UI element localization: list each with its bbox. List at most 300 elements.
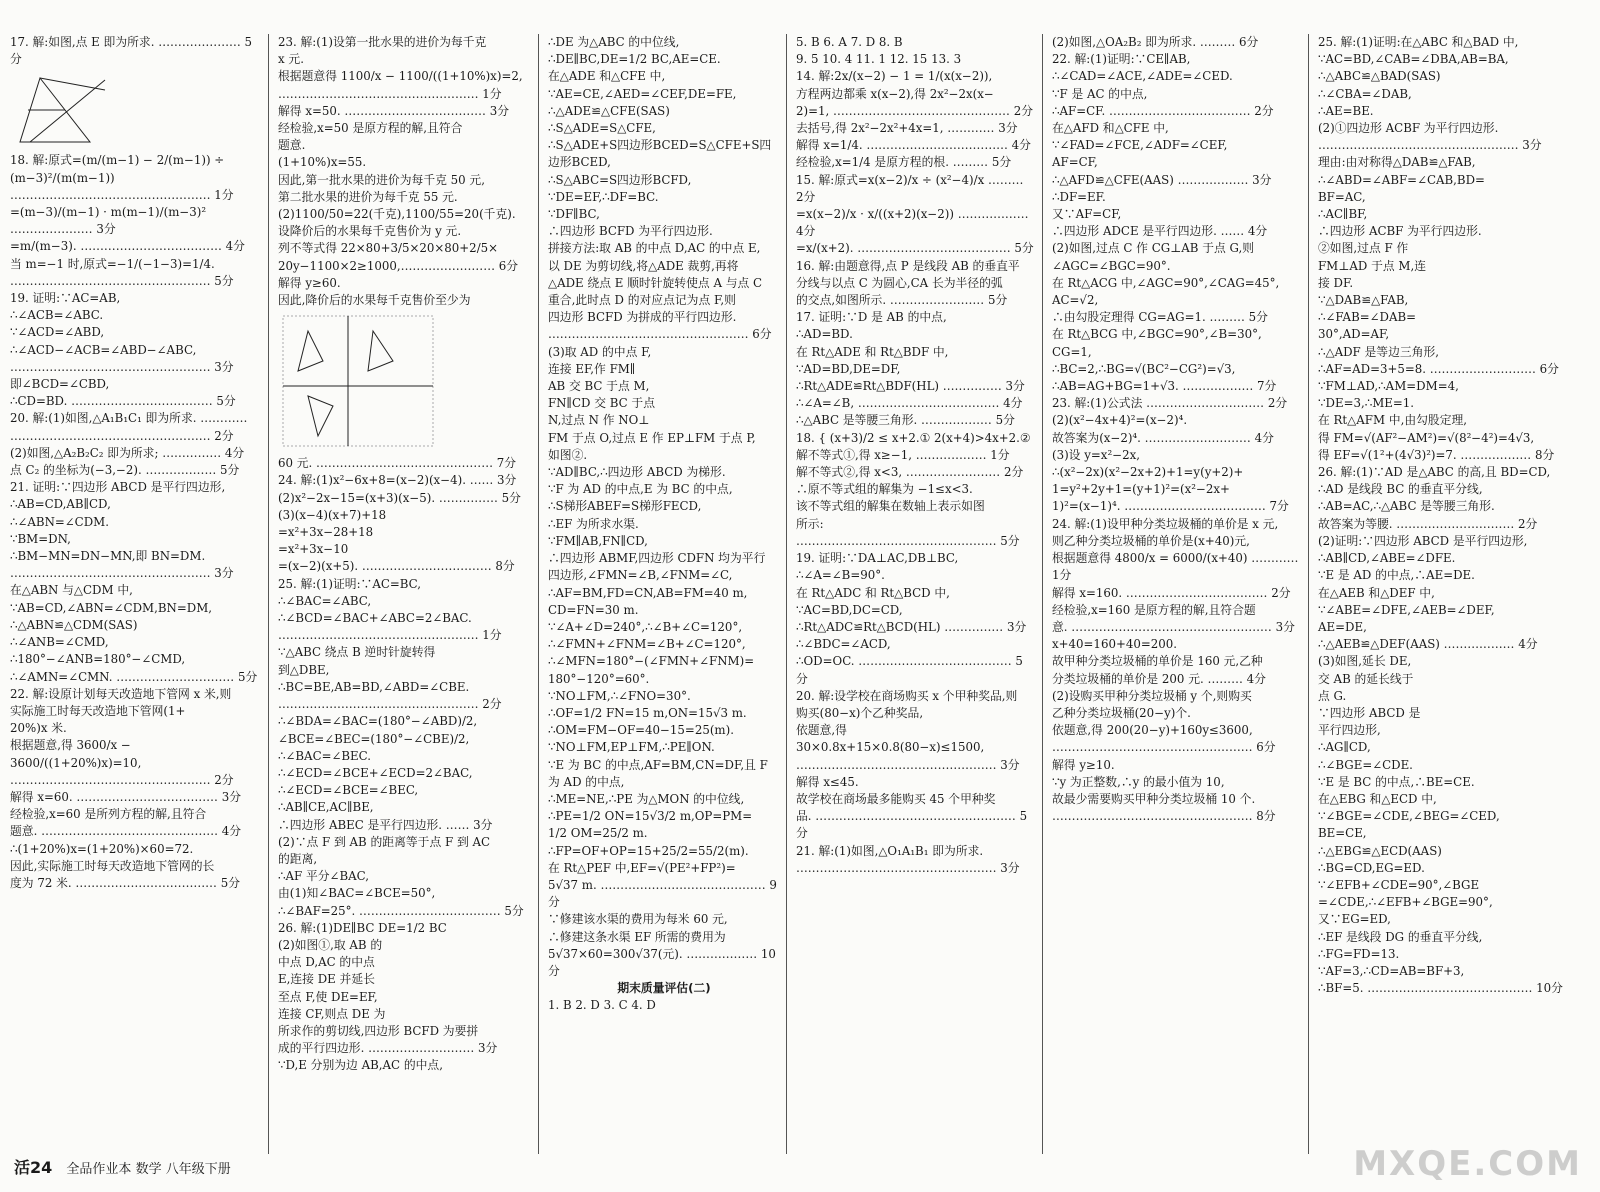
text-line: BF=AC, (1318, 189, 1366, 204)
text-line: 由(1)知∠BAC=∠BCE=50°, (278, 886, 436, 901)
text-line: ∴AG∥CD, (1318, 740, 1371, 755)
text-line: ∴∠FAB=∠DAB= (1318, 310, 1417, 325)
text-line: (2)1100/50=22(千克),1100/55=20(千克). (278, 207, 516, 222)
text-line: 经检验,x=1/4 是原方程的根. ……… 5分 (796, 155, 1012, 170)
text-line: ∴∠ECD=∠BCE=∠BEC, (278, 783, 419, 798)
text-line: ∵AE=CE,∠AED=∠CEF,DE=FE, (548, 86, 737, 101)
text-line: ∴∠ACB=∠ABC. (10, 308, 104, 323)
text-line: 解得 x≤45. (796, 774, 859, 789)
text-line: FM 于点 O,过点 E 作 EP⊥FM 于点 P, (548, 430, 756, 445)
watermark: MXQE.COM (1353, 1144, 1582, 1184)
text-line: 因此,降价后的水果每千克售价至少为 (278, 293, 471, 308)
text-line: ∴∠BAF=25°. ……………………………… 5分 (278, 903, 524, 918)
text-line: ∴∠ECD=∠BCE+∠ECD=2∠BAC, (278, 765, 473, 780)
text-line: ∵AC=BD,DC=CD, (796, 602, 903, 617)
text-line: ∴OM=FM−OF=40−15=25(m). (548, 723, 734, 738)
text-line: ∵E 是 BC 的中点,∴BE=CE. (1318, 774, 1475, 789)
text-line: 30×0.8x+15×0.8(80−x)≤1500, (796, 740, 985, 755)
text-line: 即∠BCD=∠CBD, (10, 377, 110, 392)
text-line: ∵AD=BD,DE=DF, (796, 361, 901, 376)
text-line: 在 Rt△BCG 中,∠BGC=90°,∠B=30°, (1052, 327, 1262, 342)
text-line: 19. 证明:∵AC=AB, (10, 291, 121, 306)
text-line: 解得 x=50. ……………………………… 3分 (278, 103, 510, 118)
text-line: 18. 解:原式=(m/(m−1) − 2/(m−1)) ÷ (m−3)²/(m(m−1)) (10, 153, 225, 185)
text-line: ∵AB=CD,∠ABN=∠CDM,BN=DM, (10, 600, 213, 615)
text-line: AB 交 BC 于点 M, (548, 379, 650, 394)
text-line: 17. 解:如图,点 E 即为所求. ………………… 5分 (10, 35, 253, 67)
text-line: 平行四边形, (1318, 723, 1381, 738)
text-line: 到△DBE, (278, 662, 330, 677)
text-line: ∴FG=FD=13. (1318, 946, 1400, 961)
text-line: 列不等式得 22×80+3/5×20×80+2/5× (278, 241, 499, 256)
text-line: ∴△EBG≌△ECD(AAS) (1318, 843, 1442, 858)
text-line: 又∵EG=ED, (1318, 912, 1391, 927)
text-line: =x(x−2)/x · x/((x+2)(x−2)) ……………… 4分 (796, 207, 1029, 239)
text-line: 5√37×60=300√37(元). ……………… 10分 (548, 946, 776, 978)
text-line: ∵∠ACD=∠ABD, (10, 325, 105, 340)
page-number: 活24 (14, 1158, 53, 1177)
text-line: ∠AGC=∠BGC=90°. (1052, 258, 1171, 273)
text-line: 题意. (278, 138, 306, 153)
text-line: 又∵AF=CF, (1052, 207, 1122, 222)
text-line: (2)x²−2x−15=(x+3)(x−5). …………… 5分 (278, 490, 521, 505)
text-line: 在 Rt△ACG 中,∠AGC=90°,∠CAG=45°, (1052, 275, 1280, 290)
text-line: 1=y²+2y+1=(y+1)²=(x²−2x+ (1052, 482, 1230, 497)
text-line: 分线与以点 C 为圆心,CA 长为半径的弧 (796, 275, 1003, 290)
text-line: ∵DE=EF,∴DF=BC. (548, 189, 659, 204)
text-line: 根据题意,得 3600/x − 3600/((1+20%)x)=10, (10, 738, 142, 770)
text-line: ∴四边形 ABMF,四边形 CDFN 均为平行 (548, 551, 766, 566)
text-line: …………………………………………… 3分 (796, 757, 1020, 772)
text-line: ∠BCE=∠BEC=(180°−∠CBE)/2, (278, 731, 470, 746)
text-line: 经检验,x=160 是原方程的解,且符合题 (1052, 602, 1256, 617)
text-line: ∴△ADE≌△CFE(SAS) (548, 103, 670, 118)
text-line: 依题意,得 200(20−y)+160y≤3600, (1052, 723, 1253, 738)
text-line: ∴AF=CF. ……………………………… 2分 (1052, 103, 1274, 118)
text-line: 经检验,x=60 是所列方程的解,且符合 (10, 807, 207, 822)
text-line: 点 G. (1318, 688, 1347, 703)
text-line: 依题意,得 (796, 723, 847, 738)
text-line: BE=CE, (1318, 826, 1367, 841)
text-line: 如图②. (548, 447, 588, 462)
text-line: ∴修建这条水渠 EF 所需的费用为 (548, 929, 726, 944)
text-line: ∴四边形 BCFD 为平行四边形. (548, 224, 713, 239)
text-line: ∴Rt△ADC≌Rt△BCD(HL) …………… 3分 (796, 619, 1027, 634)
text-line: 实际施工时每天改造地下管网(1+ (10, 703, 186, 718)
text-line: ∴∠ABD=∠ABF=∠CAB,BD= (1318, 172, 1485, 187)
text-line: 在△ABN 与△CDM 中, (10, 583, 133, 598)
column-6 (1318, 34, 1588, 997)
column-divider (538, 34, 539, 1154)
text-line: 9. 5 10. 4 11. 1 12. 15 13. 3 (796, 52, 962, 67)
text-line: 180°−120°=60°. (548, 671, 650, 686)
text-line: …………………………………………… 8分 (1052, 809, 1276, 824)
text-line: 在△AEB 和△DEF 中, (1318, 585, 1435, 600)
text-line: 24. 解:(1)x²−6x+8=(x−2)(x−4). …… 3分 (278, 473, 517, 488)
text-line: 故答案为(x−2)⁴. ……………………… 4分 (1052, 430, 1274, 445)
text-line: 四边形,∠FMN=∠B,∠FNM=∠C, (548, 568, 733, 583)
text-line: ∴∠ABN=∠CDM. (10, 514, 109, 529)
coordinate-grid-figure (278, 311, 438, 451)
text-line: ∵E 是 AD 的中点,∴AE=DE. (1318, 568, 1475, 583)
text-line: 根据题意得 4800/x = 6000/(x+40) ………… 1分 (1052, 551, 1299, 583)
text-line: ∵F 是 AC 的中点, (1052, 86, 1148, 101)
text-line: =x²+3x−28+18 (278, 525, 374, 540)
text-line: ∴∠BCD=∠BAC+∠ABC=2∠BAC. (278, 611, 472, 626)
text-line: 为 AD 的中点, (548, 774, 625, 789)
text-line: 22. 解:设原计划每天改造地下管网 x 米,则 (10, 686, 232, 701)
text-line: 四边形 BCFD 为拼成的平行四边形. (548, 310, 737, 325)
text-line: ∴∠A=∠B=90°. (796, 568, 885, 583)
text-line: 意. …………………………………………… 3分 (1052, 619, 1295, 634)
text-line: 在 Rt△PEF 中,EF=√(PE²+FP²)= (548, 860, 736, 875)
text-line: ∵△DAB≌△FAB, (1318, 293, 1409, 308)
text-line: 的距离, (278, 851, 318, 866)
text-line: FM⊥AD 于点 M,连 (1318, 258, 1427, 273)
text-line: 分类垃圾桶的单价是 200 元. ……… 4分 (1052, 671, 1266, 686)
text-line: 解不等式②,得 x<3, …………………… 2分 (796, 465, 1024, 480)
column-divider (1042, 34, 1043, 1154)
column-1 (10, 34, 260, 892)
text-line: 经检验,x=50 是原方程的解,且符合 (278, 121, 463, 136)
text-line: 解不等式①,得 x≥−1, ……………… 1分 (796, 447, 1010, 462)
text-line: ∴∠BAC=∠ABC, (278, 593, 372, 608)
text-line: 点 C₂ 的坐标为(−3,−2). ……………… 5分 (10, 463, 240, 478)
text-line: =∠CDE,∴∠EFB+∠BGE=90°, (1318, 895, 1493, 910)
text-line: AE=DE, (1318, 619, 1367, 634)
text-line: …………………………………………… 6分 (1052, 740, 1276, 755)
text-line: ∴S△ABC=S四边形BCFD, (548, 172, 692, 187)
text-line: 品. …………………………………………… 5分 (796, 809, 1028, 841)
book-title: 全品作业本 (66, 1162, 132, 1177)
text-line: 解得 y≥10. (1052, 757, 1115, 772)
text-line: ②如图,过点 F 作 (1318, 241, 1409, 256)
text-line: ∴△AFD≌△CFE(AAS) ……………… 3分 (1052, 172, 1272, 187)
text-line: ∴BC=BE,AB=BD,∠ABD=∠CBE. (278, 679, 470, 694)
text-line: ∴∠BDA=∠BAC=(180°−∠ABD)/2, (278, 714, 478, 729)
text-line: △ADE 绕点 E 顺时针旋转使点 A 与点 C (548, 275, 763, 290)
text-line: (2)∵点 F 到 AB 的距离等于点 F 到 AC (278, 834, 491, 849)
text-line: ∴CD=BD. ……………………………… 5分 (10, 394, 236, 409)
text-line: 18. { (x+3)/2 ≤ x+2.① 2(x+4)>4x+2.② (796, 430, 1031, 445)
text-line: 则乙种分类垃圾桶的单价是(x+40)元, (1052, 533, 1250, 548)
geometry-figure (10, 70, 120, 148)
text-line: ∵y 为正整数,∴y 的最小值为 10, (1052, 774, 1225, 789)
text-line: 该不等式组的解集在数轴上表示如图 (796, 499, 985, 514)
choice-answers: 1. B 2. D 3. C 4. D (548, 998, 656, 1013)
text-line: 14. 解:2x/(x−2) − 1 = 1/(x(x−2)), (796, 69, 993, 84)
text-line: 故学校在商场最多能购买 45 个甲种奖 (796, 791, 996, 806)
text-line: ∵修建该水渠的费用为每米 60 元, (548, 912, 728, 927)
text-line: ∴S△ADE+S四边形BCED=S△CFE+S四边形BCED, (548, 138, 772, 170)
text-line: ∵∠ABE=∠DFE,∠AEB=∠DEF, (1318, 602, 1495, 617)
text-line: …………………………………………… 2分 (278, 697, 502, 712)
text-line: ∵∠BGE=∠CDE,∠BEG=∠CED, (1318, 809, 1500, 824)
text-line: 因此,实际施工时每天改造地下管网的长 (10, 858, 215, 873)
text-line: ∴∠MFN=180°−(∠FMN+∠FNM)= (548, 654, 755, 669)
text-line: ∵BM=DN, (10, 531, 71, 546)
text-line: x+40=160+40=200. (1052, 637, 1177, 652)
text-line: FN∥CD 交 BC 于点 (548, 396, 655, 411)
text-line: (1+10%)x=55. (278, 155, 367, 170)
text-line: 26. 解:(1)∵AD 是△ABC 的高,且 BD=CD, (1318, 465, 1551, 480)
text-line: 所求作的剪切线,四边形 BCFD 为要拼 (278, 1023, 479, 1038)
text-line: 成的平行四边形. ……………………… 3分 (278, 1041, 498, 1056)
text-line: (2)如图,△A₂B₂C₂ 即为所求; …………… 4分 (10, 445, 245, 460)
text-line: ∴∠FMN+∠FNM=∠B+∠C=120°, (548, 637, 746, 652)
text-line: 在△AFD 和△CFE 中, (1052, 121, 1169, 136)
text-line: 30°,AD=AF, (1318, 327, 1390, 342)
text-line: ∴△ABC 是等腰三角形. ……………… 5分 (796, 413, 1015, 428)
text-line: (3)(x−4)(x+7)+18 (278, 507, 387, 522)
text-line: 21. 证明:∵四边形 ABCD 是平行四边形, (10, 480, 226, 495)
text-line: 得 EF=√(1²+(4√3)²)=7. ……………… 8分 (1318, 447, 1555, 462)
text-line: 第二批水果的进价为每千克 55 元. (278, 189, 458, 204)
text-line: 方程两边都乘 x(x−2),得 2x²−2x(x− (796, 86, 994, 101)
column-5 (1052, 34, 1302, 825)
text-line: (3)设 y=x²−2x, (1052, 447, 1140, 462)
text-line: …………………………………………… 3分 (10, 566, 234, 581)
text-line: 25. 解:(1)证明:在△ABC 和△BAD 中, (1318, 35, 1519, 49)
text-line: 23. 解:(1)设第一批水果的进价为每千克 (278, 35, 487, 49)
text-line: ∴四边形 ACBF 为平行四边形. (1318, 224, 1482, 239)
text-line: ∴OF=1/2 FN=15 m,ON=15√3 m. (548, 705, 747, 720)
text-line: ∴∠AMN=∠CMN. ………………………… 5分 (10, 669, 258, 684)
text-line: ∵∠A+∠D=240°,∴∠B+∠C=120°, (548, 619, 743, 634)
subject: 数学 (135, 1162, 162, 1177)
text-line: ∴(1+20%)x=(1+20%)×60=72. (10, 841, 194, 856)
text-line: …………………………………………… 3分 (1318, 138, 1542, 153)
text-line: 重合,此时点 D 的对应点记为点 F,则 (548, 293, 736, 308)
column-divider (1308, 34, 1309, 1154)
text-line: 当 m=−1 时,原式=−1/(−1−3)=1/4. (10, 256, 215, 271)
text-line: ∵NO⊥FM,∴∠FNO=30°. (548, 688, 691, 703)
text-line: (2)证明:∵四边形 ABCD 是平行四边形, (1318, 533, 1528, 548)
text-line: ∴(x²−2x)(x²−2x+2)+1=y(y+2)+ (1052, 465, 1244, 480)
text-line: …………………………………………… 2分 (10, 772, 234, 787)
text-line: 24. 解:(1)设甲种分类垃圾桶的单价是 x 元, (1052, 516, 1279, 531)
text-line: 根据题意得 1100/x − 1100/((1+10%)x)=2, (278, 69, 523, 84)
text-line: ∵DF∥BC, (548, 207, 600, 222)
text-line: 19. 证明:∵DA⊥AC,DB⊥BC, (796, 551, 959, 566)
text-line: ∵E 为 BC 的中点,AF=BM,CN=DF,且 F (548, 757, 768, 772)
text-line: 故最少需要购买甲种分类垃圾桶 10 个. (1052, 791, 1256, 806)
text-line: (2)①四边形 ACBF 为平行四边形. (1318, 121, 1499, 136)
text-line: 解得 x=60. ……………………………… 3分 (10, 789, 242, 804)
text-line: x 元. (278, 52, 304, 67)
text-line: ∴四边形 ABEC 是平行四边形. …… 3分 (278, 817, 493, 832)
text-line: =x/(x+2). ………………………………… 5分 (796, 241, 1034, 256)
text-line: ∵四边形 ABCD 是 (1318, 705, 1421, 720)
text-line: ∴FP=OF+OP=15+25/2=55/2(m). (548, 843, 749, 858)
text-line: ∴原不等式组的解集为 −1≤x<3. (796, 482, 973, 497)
text-line: ∴∠ACD−∠ACB=∠ABD−∠ABC, (10, 342, 197, 357)
text-line: ∴由勾股定理得 CG=AG=1. ……… 5分 (1052, 310, 1268, 325)
text-line: ∴AD 是线段 BC 的垂直平分线, (1318, 482, 1483, 497)
text-line: 理由:由对称得△DAB≌△FAB, (1318, 155, 1476, 170)
text-line: 所示: (796, 516, 824, 531)
text-line: …………………………………………… 2分 (10, 428, 234, 443)
text-line: 解得 y≥60. (278, 275, 341, 290)
text-line: =m/(m−3). ……………………………… 4分 (10, 239, 245, 254)
text-line: N,过点 N 作 NO⊥ (548, 413, 650, 428)
text-line: ∴AE=BE. (1318, 103, 1374, 118)
text-line: AC=√2, (1052, 293, 1099, 308)
text-line: ∴AB=AC,∴△ABC 是等腰三角形. (1318, 499, 1495, 514)
text-line: ∴PE=1/2 ON=15√3/2 m,OP=PM= (548, 809, 753, 824)
text-line: ∴S梯形ABEF=S梯形FECD, (548, 499, 702, 514)
text-line: ∴ME=NE,∴PE 为△MON 的中位线, (548, 791, 745, 806)
text-line: ∴AF=BM,FD=CN,AB=FM=40 m, (548, 585, 748, 600)
column-2 (278, 34, 530, 1075)
text-line: =(m−3)/(m−1) · m(m−1)/(m−3)² ………………… 3分 (10, 205, 207, 237)
text-line: 在 Rt△ADC 和 Rt△BCD 中, (796, 585, 950, 600)
text-line: ∴BF=5. …………………………………… 10分 (1318, 981, 1563, 996)
text-line: ∴EF 为所求水渠. (548, 516, 639, 531)
text-line: 23. 解:(1)公式法 ………………………… 2分 (1052, 396, 1288, 411)
text-line: ∴AB∥CD,∠ABE=∠DFE. (1318, 551, 1456, 566)
text-line: …………………………………………… 1分 (10, 187, 234, 202)
text-line: 在△ADE 和△CFE 中, (548, 69, 666, 84)
text-line: 故答案为等腰. ………………………… 2分 (1318, 516, 1538, 531)
text-line: 20. 解:(1)如图,△A₁B₁C₁ 即为所求. ………… (10, 411, 248, 426)
text-line: 中点 D,AC 的中点 (278, 955, 375, 970)
text-line: 因此,第一批水果的进价为每千克 50 元, (278, 172, 485, 187)
text-line: 以 DE 为剪切线,将△ADE 裁剪,再将 (548, 258, 739, 273)
text-line: 连接 CF,则点 DE 为 (278, 1006, 386, 1021)
text-line: 17. 证明:∵D 是 AB 的中点, (796, 310, 947, 325)
text-line: ∵DE=3,∴ME=1. (1318, 396, 1415, 411)
text-line: 16. 解:由题意得,点 P 是线段 AB 的垂直平 (796, 258, 1020, 273)
text-line: …………………………………………… 3分 (796, 860, 1020, 875)
text-line: E,连接 DE 并延长 (278, 972, 375, 987)
text-line: ∴BC=2,∴BG=√(BC²−CG²)=√3, (1052, 361, 1236, 376)
text-line: ∴AB∥CE,AC∥BE, (278, 800, 374, 815)
text-line: 得 FM=√(AF²−AM²)=√(8²−4²)=4√3, (1318, 430, 1535, 445)
text-line: ∴△ABN≌△CDM(SAS) (10, 617, 138, 632)
text-line: 21. 解:(1)如图,△O₁A₁B₁ 即为所求. (796, 843, 984, 858)
text-line: …………………………………………… 5分 (10, 273, 234, 288)
column-divider (786, 34, 787, 1154)
text-line: ∵FM⊥AD,∴AM=DM=4, (1318, 379, 1459, 394)
text-line: 20%)x 米. (10, 721, 67, 736)
text-line: 26. 解:(1)DE∥BC DE=1/2 BC (278, 920, 447, 935)
text-line: ∴AC∥BF, (1318, 207, 1368, 222)
text-line: ∴∠BAC=∠BEC. (278, 748, 372, 763)
text-line: ∴∠ANB=∠CMD, (10, 635, 109, 650)
text-line: …………………………………………… 5分 (796, 533, 1020, 548)
text-line: ∴∠A=∠B, ……………………………… 4分 (796, 396, 1023, 411)
text-line: ∴△AEB≌△DEF(AAS) ……………… 4分 (1318, 637, 1538, 652)
text-line: ∴AF=AD=3+5=8. ……………………… 6分 (1318, 361, 1559, 376)
text-line: ∴DF=EF. (1052, 189, 1106, 204)
text-line: 22. 解:(1)证明:∵CE∥AB, (1052, 52, 1191, 67)
text-line: (2)设购买甲种分类垃圾桶 y 个,则购买 (1052, 688, 1252, 703)
text-line: ∵F 为 AD 的中点,E 为 BC 的中点, (548, 482, 733, 497)
text-line: …………………………………………… 3分 (10, 359, 234, 374)
text-line: ∴∠BDC=∠ACD, (796, 637, 891, 652)
text-line: ∴∠CBA=∠DAB, (1318, 86, 1412, 101)
text-line: ∴△ABC≌△BAD(SAS) (1318, 69, 1441, 84)
text-line: 5√37 m. …………………………………… 9分 (548, 877, 777, 910)
text-line: 在 Rt△AFM 中,由勾股定理, (1318, 413, 1468, 428)
text-line: ∴△ADF 是等边三角形, (1318, 344, 1440, 359)
text-line: 在△EBG 和△ECD 中, (1318, 791, 1437, 806)
text-line: ∴∠CAD=∠ACE,∠ADE=∠CED. (1052, 69, 1233, 84)
text-line: 至点 F,使 DE=EF, (278, 989, 378, 1004)
text-line: ∴DE∥BC,DE=1/2 BC,AE=CE. (548, 52, 721, 67)
text-line: ∴DE 为△ABC 的中位线, (548, 35, 680, 49)
text-line: ∵FM∥AB,FN∥CD, (548, 533, 648, 548)
text-line: (2)如图①,取 AB 的 (278, 937, 383, 952)
text-line: 故甲种分类垃圾桶的单价是 160 元,乙种 (1052, 654, 1263, 669)
text-line: 25. 解:(1)证明:∵AC=BC, (278, 576, 422, 591)
text-line: 设降价后的水果每千克售价为 y 元. (278, 224, 462, 239)
text-line: ∵∠EFB+∠CDE=90°,∠BGE (1318, 877, 1480, 892)
text-line: 5. B 6. A 7. D 8. B (796, 35, 903, 49)
text-line: ∵△ABC 绕点 B 逆时针旋转得 (278, 645, 436, 660)
text-line: …………………………………………… 6分 (548, 327, 772, 342)
text-line: ∵D,E 分别为边 AB,AC 的中点, (278, 1058, 443, 1073)
text-line: =(x−2)(x+5). …………………………… 8分 (278, 559, 515, 574)
text-line: 去括号,得 2x²−2x²+4x=1, ………… 3分 (796, 121, 1018, 136)
page-footer (14, 1155, 231, 1178)
text-line: =x²+3x−10 (278, 542, 349, 557)
text-line: 交 AB 的延长线于 (1318, 671, 1414, 686)
text-line: ∵NO⊥FM,EP⊥FM,∴PE∥ON. (548, 740, 715, 755)
text-line: ∵AD∥BC,∴四边形 ABCD 为梯形. (548, 465, 726, 480)
text-line: 接 DF. (1318, 275, 1354, 290)
text-line: ∴BM−MN=DN−MN,即 BN=DM. (10, 549, 206, 564)
text-line: AF=CF, (1052, 155, 1098, 170)
text-line: ∴AF 平分∠BAC, (278, 869, 369, 884)
text-line: ∵AC=BD,∠CAB=∠DBA,AB=BA, (1318, 52, 1509, 67)
column-3 (548, 34, 780, 1015)
column-divider (268, 34, 269, 1154)
text-line: 连接 EF,作 FM∥ (548, 361, 636, 376)
text-line: …………………………………………… 1分 (278, 628, 502, 643)
text-line: (2)(x²−4x+4)²=(x−2)⁴. (1052, 413, 1188, 428)
text-line: 1/2 OM=25/2 m. (548, 826, 648, 841)
exam-header: 期末质量评估(二) (617, 981, 711, 996)
text-line: (2)如图,△OA₂B₂ 即为所求. ……… 6分 (1052, 35, 1259, 49)
text-line: 解得 x=1/4. ……………………………… 4分 (796, 138, 1031, 153)
text-line: 在 Rt△ADE 和 Rt△BDF 中, (796, 344, 949, 359)
text-line: ∴AB=AG+BG=1+√3. ……………… 7分 (1052, 379, 1277, 394)
text-line: 1)²=(x−1)⁴. ……………………………… 7分 (1052, 499, 1289, 514)
text-line: 题意. ……………………………………… 4分 (10, 824, 242, 839)
text-line: ∴Rt△ADE≌Rt△BDF(HL) …………… 3分 (796, 379, 1025, 394)
text-line: 60 元. ……………………………………… 7分 (278, 456, 517, 471)
text-line: 拼接方法:取 AB 的中点 D,AC 的中点 E, (548, 241, 761, 256)
text-line: ∴BG=CD,EG=ED. (1318, 860, 1425, 875)
text-line: 的交点,如图所示. …………………… 5分 (796, 293, 1008, 308)
text-line: ∴EF 是线段 DG 的垂直平分线, (1318, 929, 1483, 944)
text-line: (3)如图,延长 DE, (1318, 654, 1412, 669)
text-line: ∵AF=3,∴CD=AB=BF+3, (1318, 963, 1465, 978)
text-line: CD=FN=30 m. (548, 602, 639, 617)
text-line: 20. 解:设学校在商场购买 x 个甲种奖品,则 (796, 688, 1018, 703)
text-line: ∴AD=BD. (796, 327, 853, 342)
text-line: 2)=1, ……………………………………… 2分 (796, 103, 1034, 118)
text-line: ∴180°−∠ANB=180°−∠CMD, (10, 652, 186, 667)
grade: 八年级下册 (165, 1162, 231, 1177)
text-line: …………………………………………… 1分 (278, 86, 502, 101)
text-line: 20y−1100×2≥1000,…………………… 6分 (278, 258, 519, 273)
text-line: 15. 解:原式=x(x−2)/x ÷ (x²−4)/x ……… 2分 (796, 172, 1024, 204)
text-line: 解得 x=160. ……………………………… 2分 (1052, 585, 1291, 600)
text-line: 购买(80−x)个乙种奖品, (796, 705, 924, 720)
